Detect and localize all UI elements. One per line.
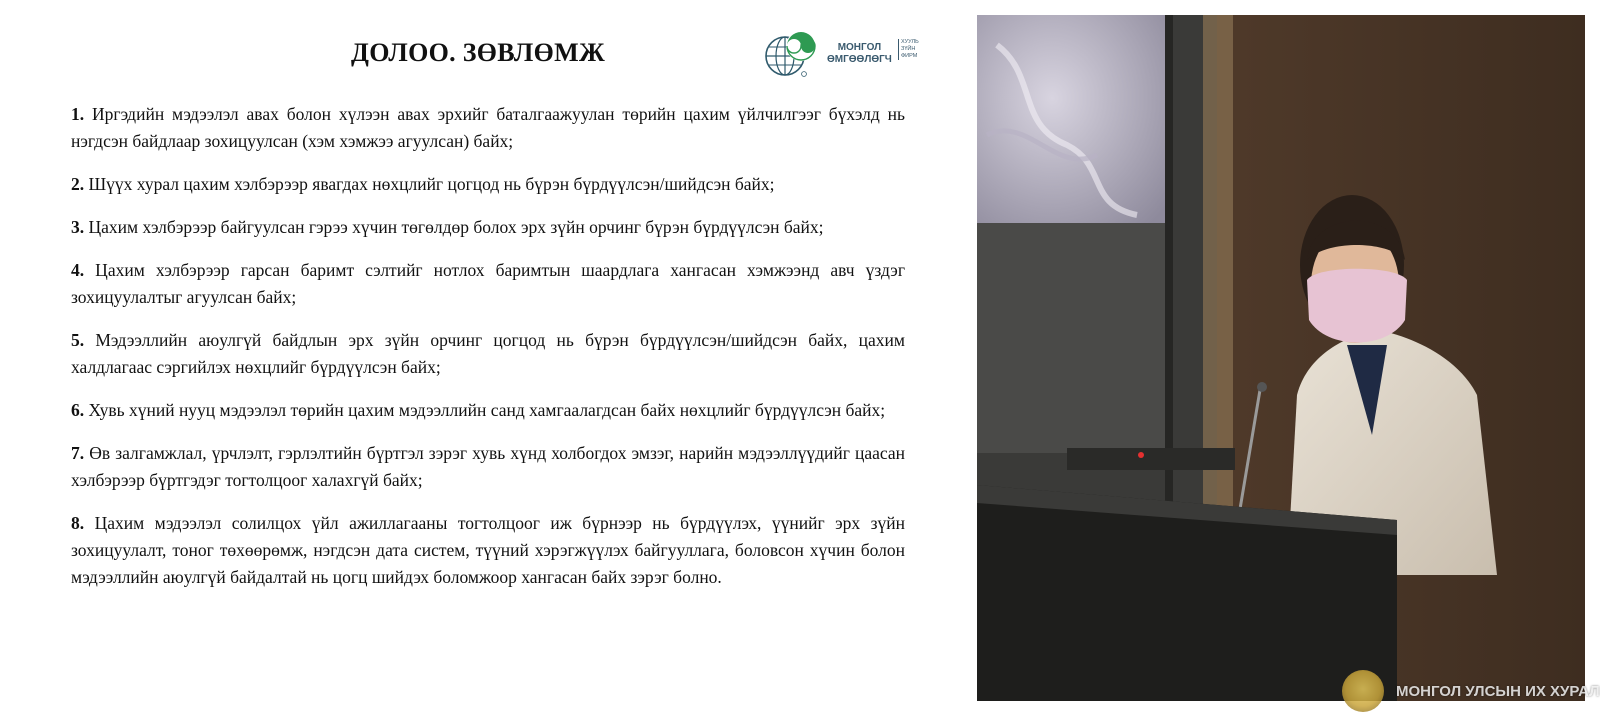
recommendation-list xyxy=(71,101,905,607)
slide-title: ДОЛОО. ЗӨВЛӨМЖ xyxy=(351,38,605,67)
recommendation-item: 3. Цахим хэлбэрээр байгуулсан гэрээ хүчин төгөлдөр болох эрх зүйн орчинг бүрэн бүрдүүлсэн байх; xyxy=(71,217,824,237)
parliament-watermark xyxy=(1342,670,1600,716)
state-emblem-icon xyxy=(1342,670,1384,712)
watermark-text: МОНГОЛ УЛСЫН ИХ ХУРАЛ xyxy=(1396,683,1600,700)
logo-tagline-1: ХУУЛЬ xyxy=(901,39,919,45)
logo-line-2: ӨМГӨӨЛӨГЧ xyxy=(827,54,892,65)
globe-logo-icon xyxy=(763,28,823,82)
logo-tagline-2: ЗҮЙН xyxy=(901,46,916,52)
speaker-at-podium-illustration xyxy=(977,15,1585,701)
logo-name xyxy=(827,42,892,66)
law-firm-logo xyxy=(763,28,933,82)
logo-tagline-3: ФИРМ xyxy=(901,53,918,59)
recommendation-item: 8. Цахим мэдээлэл солилцох үйл ажиллагааны тогтолцоог иж бүрнээр нь бүрдүүлэх, үүнийг эрх зүйн зохицуулалт, тоног төхөөрөмж, нэгдсэн дата систем, түүний хэрэгжүүлэх байгууллага, боловсон хүчин болон мэдээллийн аюулгүй байдалтай нь цогц шийдэх боломжоор хангасан байх зэрэг болно. xyxy=(71,513,905,587)
logo-line-1: МОНГОЛ xyxy=(837,42,882,53)
speaker-photo xyxy=(977,15,1585,701)
recommendation-item: 1. Иргэдийн мэдээлэл авах болон хүлээн авах эрхийг баталгаажуулан төрийн цахим үйлчилгээг бүхэлд нь нэгдсэн байдлаар зохицуулсан (хэм хэмжээ агуулсан) байх; xyxy=(71,104,905,151)
recommendation-item: 2. Шүүх хурал цахим хэлбэрээр явагдах нөхцлийг цогцод нь бүрэн бүрдүүлсэн/шийдсэн байх; xyxy=(71,174,775,194)
recommendation-item: 6. Хувь хүний нууц мэдээлэл төрийн цахим мэдээллийн санд хамгаалагдсан байх нөхцлийг бүрдүүлсэн байх; xyxy=(71,400,886,420)
recommendation-item: 7. Өв залгамжлал, үрчлэлт, гэрлэлтийн бүртгэл зэрэг хувь хүнд холбогдох эмзэг, нарийн мэдээллүүдийг цаасан хэлбэрээр бүртгэдэг тогтолцоог халахгүй байх; xyxy=(71,443,905,490)
logo-tagline xyxy=(898,39,919,60)
recommendation-item: 4. Цахим хэлбэрээр гарсан баримт сэлтийг нотлох баримтын шаардлага хангасан хэмжээнд авч үздэг зохицуулалтыг агуулсан байх; xyxy=(71,260,905,307)
recommendation-item: 5. Мэдээллийн аюулгүй байдлын эрх зүйн орчинг цогцод нь бүрэн бүрдүүлсэн/шийдсэн байх, цахим халдлагаас сэргийлэх нөхцлийг бүрдүүлсэн байх; xyxy=(71,330,905,377)
